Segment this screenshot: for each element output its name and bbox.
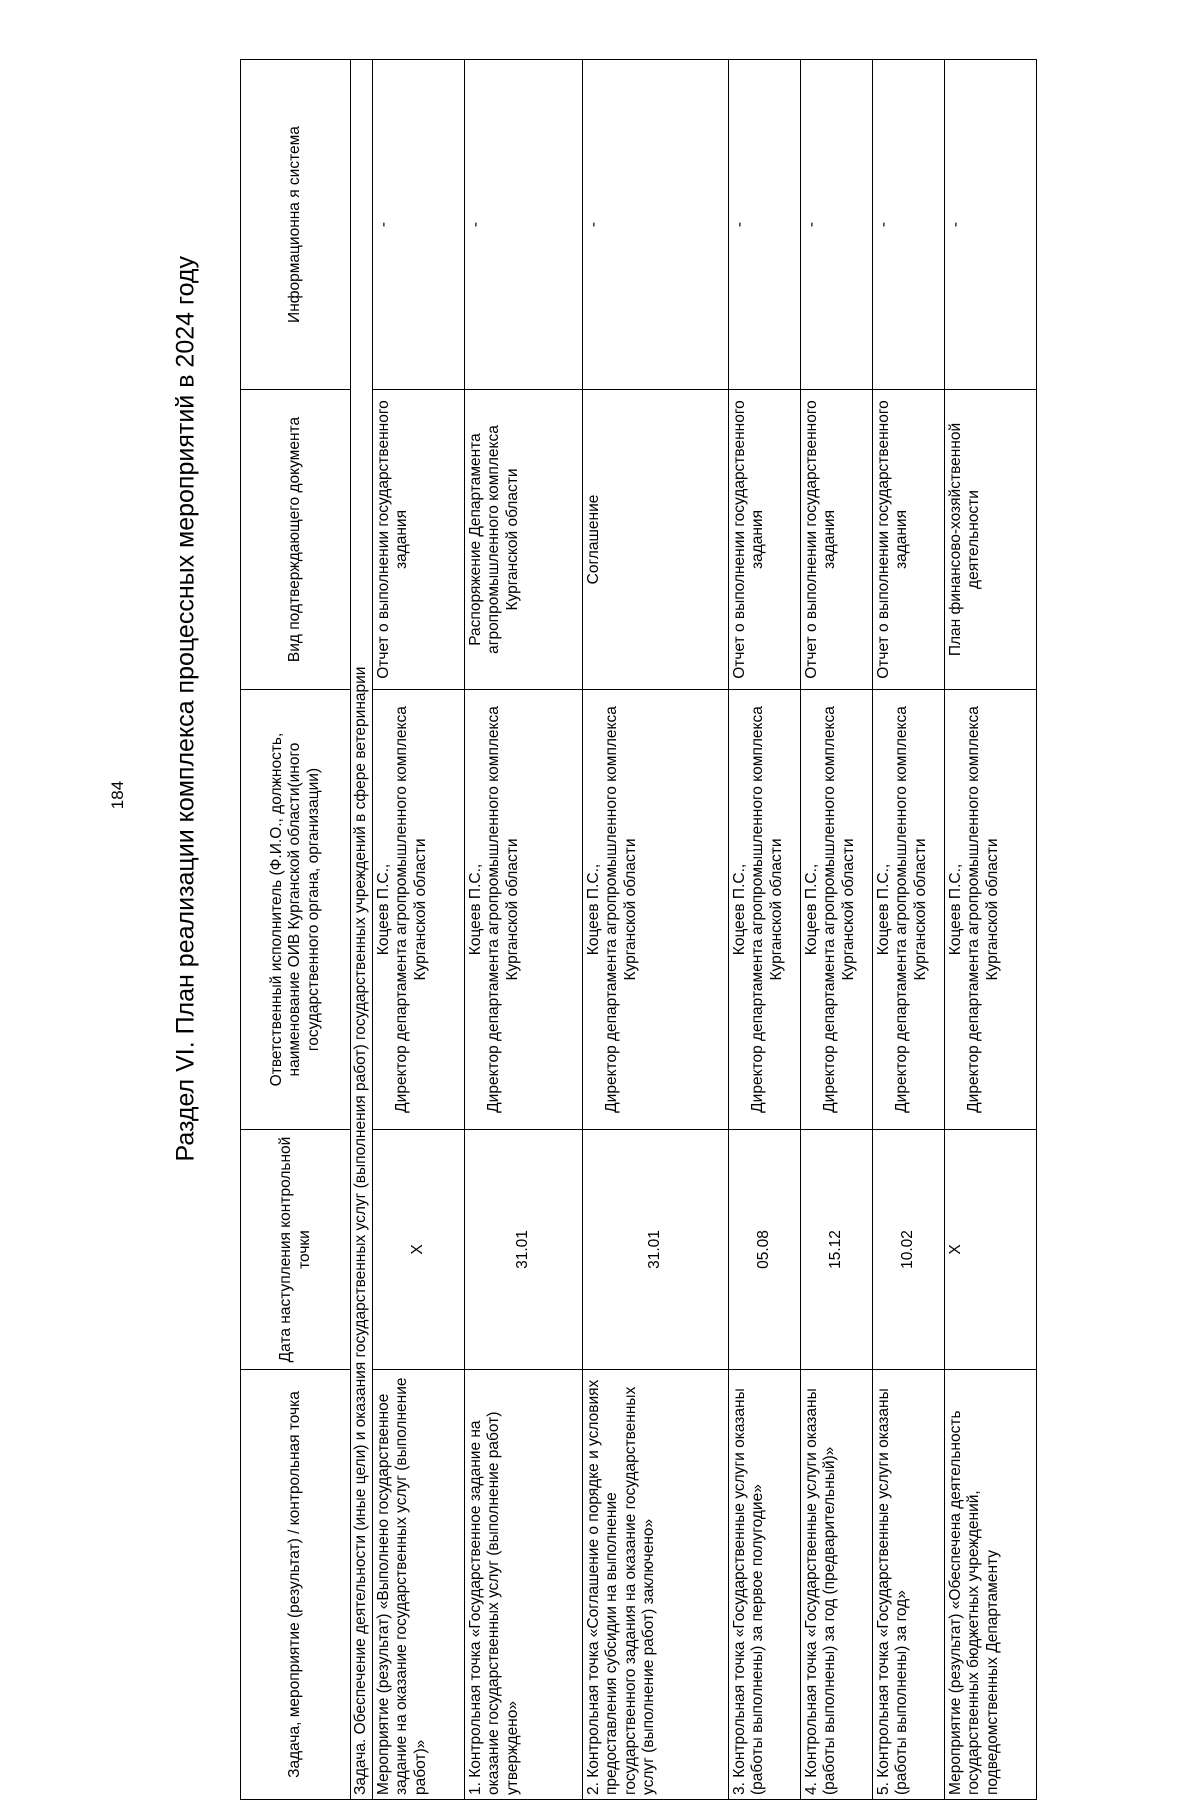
row-date: 10.02 — [872, 1130, 944, 1370]
page-number-text: 184 — [108, 780, 127, 810]
row-date: 31.01 — [582, 1130, 728, 1370]
row-item: 1. Контрольная точка «Государственное задание на оказание государственных услуг (выполнение работ) утверждено» — [464, 1370, 582, 1800]
plan-table — [240, 59, 1037, 1800]
row-item: 4. Контрольная точка «Государственные услуги оказаны (работы выполнены) за год (предварительный)» — [800, 1370, 872, 1800]
row-item: 3. Контрольная точка «Государственные услуги оказаны (работы выполнены) за первое полугодие» — [728, 1370, 800, 1800]
row-executor — [372, 690, 464, 1130]
row-executor — [800, 690, 872, 1130]
row-system: - — [728, 60, 800, 390]
row-date: 31.01 — [464, 1130, 582, 1370]
executor-name: Коцеев П.С., — [466, 863, 484, 956]
rotated-table-container — [240, 60, 1200, 1795]
executor-name: Коцеев П.С., — [802, 863, 820, 956]
row-system: - — [800, 60, 872, 390]
row-executor — [464, 690, 582, 1130]
header-task: Задача, мероприятие (результат) / контрольная точка — [241, 1370, 351, 1800]
executor-post: Директор департамента агропромышленного комплекса Курганской области — [485, 706, 521, 1113]
row-executor — [582, 690, 728, 1130]
row-system: - — [464, 60, 582, 390]
table-row — [372, 60, 464, 1800]
executor-post: Директор департамента агропромышленного комплекса Курганской области — [893, 706, 929, 1113]
row-system: - — [582, 60, 728, 390]
executor-name: Коцеев П.С., — [584, 863, 602, 956]
row-document: План финансово-хозяйственной деятельности — [944, 390, 1036, 690]
table-row — [800, 60, 872, 1800]
executor-name: Коцеев П.С., — [374, 863, 392, 956]
executor-post: Директор департамента агропромышленного комплекса Курганской области — [821, 706, 857, 1113]
row-item: 5. Контрольная точка «Государственные услуги оказаны (работы выполнены) за год» — [872, 1370, 944, 1800]
row-item: 2. Контрольная точка «Соглашение о порядке и условиях предоставления субсидии на выполнение государственного задания на оказание государственных услуг (выполнение работ) заключено» — [582, 1370, 728, 1800]
executor-post: Директор департамента агропромышленного комплекса Курганской области — [603, 706, 639, 1113]
row-executor — [872, 690, 944, 1130]
executor-name: Коцеев П.С., — [874, 863, 892, 956]
header-document: Вид подтверждающего документа — [241, 390, 351, 690]
row-document: Отчет о выполнении государственного задания — [872, 390, 944, 690]
header-executor: Ответственный исполнитель (Ф.И.О., должность, наименование ОИВ Курганской области(иного государственного органа, организации) — [241, 690, 351, 1130]
row-date: 15.12 — [800, 1130, 872, 1370]
executor-post: Директор департамента агропромышленного комплекса Курганской области — [393, 706, 429, 1113]
row-item: Мероприятие (результат) «Выполнено государственное задание на оказание государственных услуг (выполнение работ)» — [372, 1370, 464, 1800]
row-executor — [944, 690, 1036, 1130]
page-title-text: Раздел VI. План реализации комплекса процессных мероприятий в 2024 году — [171, 255, 200, 1162]
row-document: Соглашение — [582, 390, 728, 690]
row-document: Распоряжение Департамента агропромышленного комплекса Курганской области — [464, 390, 582, 690]
header-date: Дата наступления контрольной точки — [241, 1130, 351, 1370]
table-row — [944, 60, 1036, 1800]
table-row — [728, 60, 800, 1800]
table-row — [872, 60, 944, 1800]
header-system: Информационна я система — [241, 60, 351, 390]
row-system: - — [372, 60, 464, 390]
executor-post: Директор департамента агропромышленного комплекса Курганской области — [749, 706, 785, 1113]
executor-name: Коцеев П.С., — [946, 863, 964, 956]
row-executor — [728, 690, 800, 1130]
row-document: Отчет о выполнении государственного задания — [800, 390, 872, 690]
table-row — [464, 60, 582, 1800]
row-date: X — [944, 1130, 1036, 1370]
executor-name: Коцеев П.С., — [730, 863, 748, 956]
row-date: X — [372, 1130, 464, 1370]
row-item: Мероприятие (результат) «Обеспечена деятельность государственных бюджетных учреждений, подведомственных Департаменту — [944, 1370, 1036, 1800]
row-document: Отчет о выполнении государственного задания — [728, 390, 800, 690]
row-document: Отчет о выполнении государственного задания — [372, 390, 464, 690]
row-system: - — [872, 60, 944, 390]
executor-post: Директор департамента агропромышленного комплекса Курганской области — [965, 706, 1001, 1113]
row-system: - — [944, 60, 1036, 390]
table-header-row — [241, 60, 351, 1800]
table-row — [582, 60, 728, 1800]
row-date: 05.08 — [728, 1130, 800, 1370]
task-text: Задача. Обеспечение деятельности (иные цели) и оказания государственных услуг (выполнения работ) государственных учреждений в сфере ветеринарии — [351, 60, 373, 1800]
task-row — [351, 60, 373, 1800]
